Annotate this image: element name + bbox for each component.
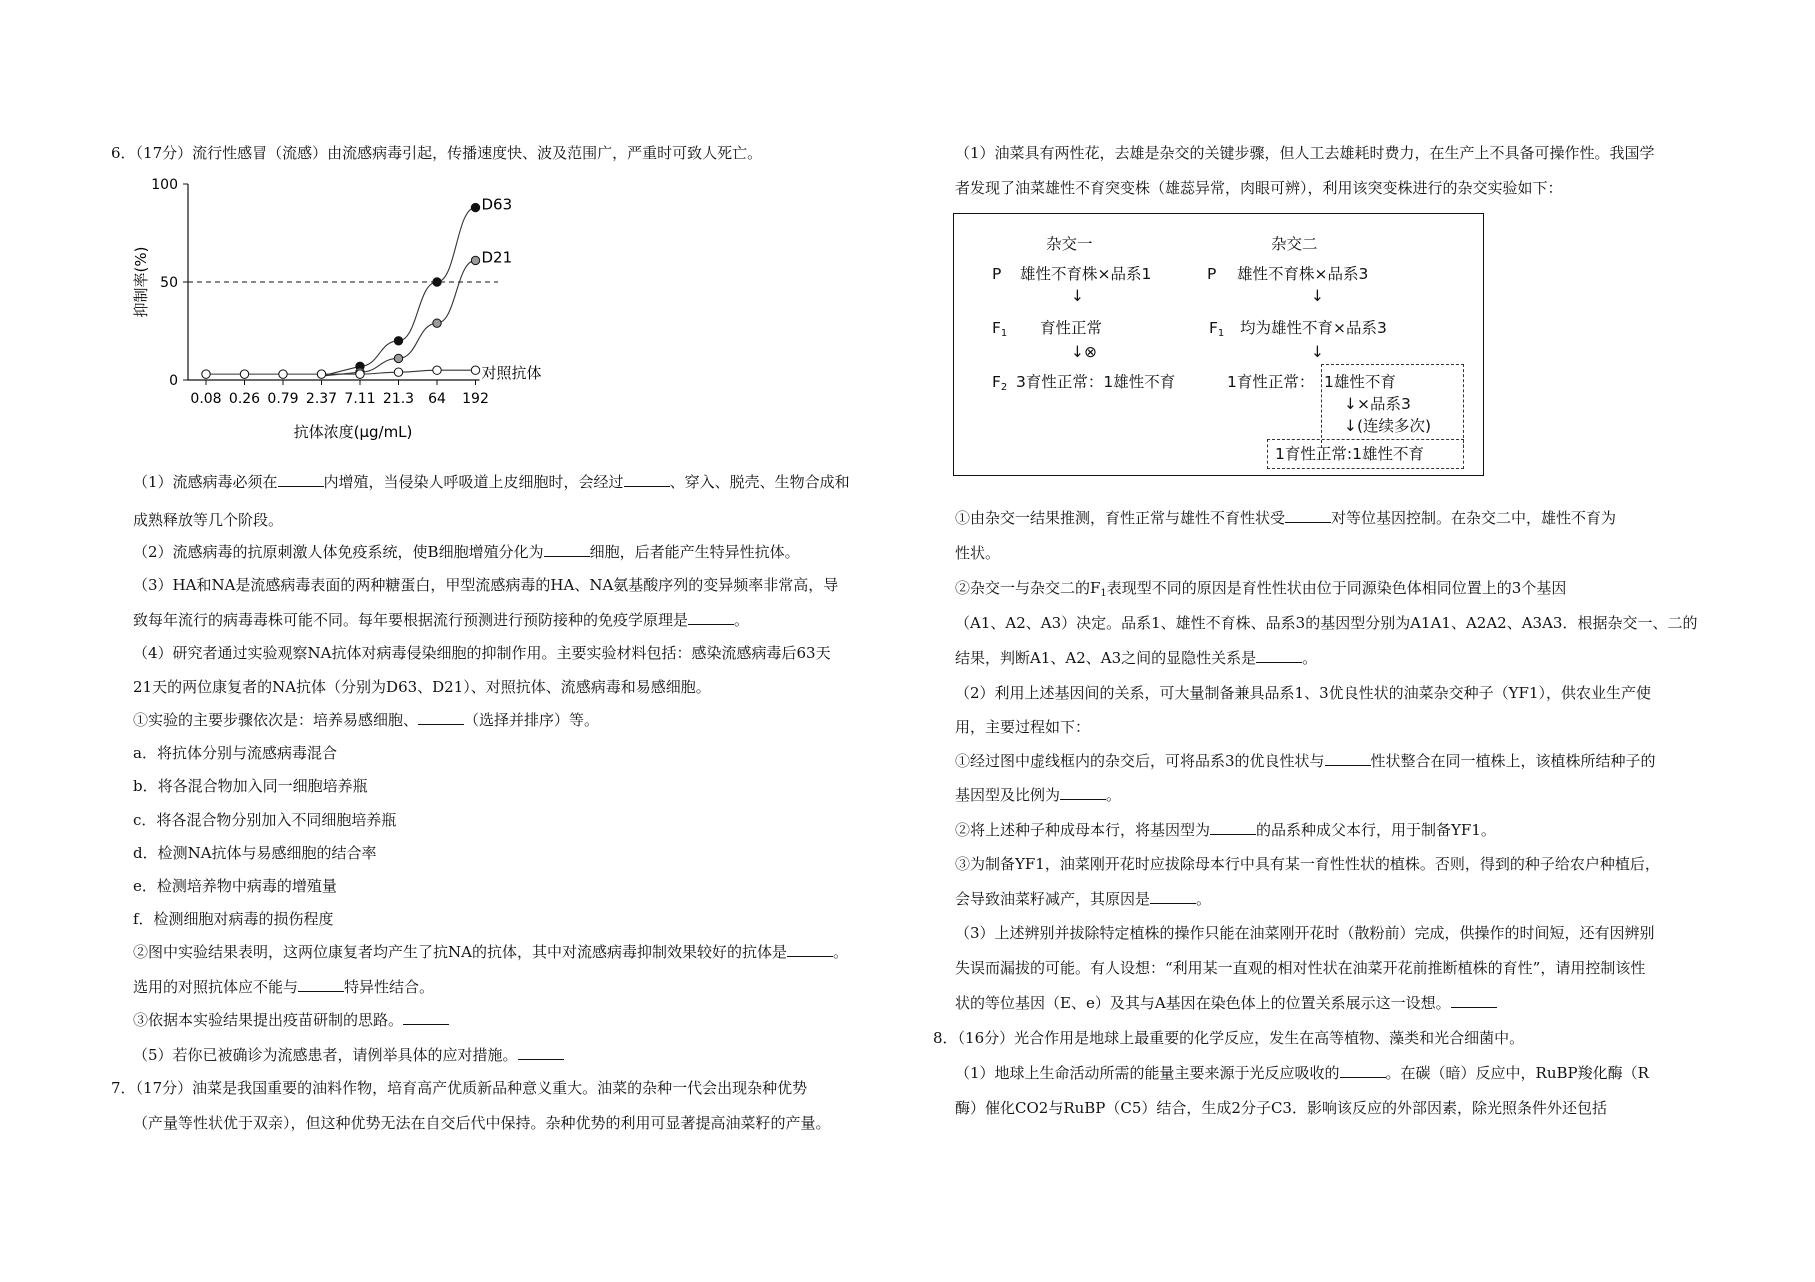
- p-label-1: P: [992, 265, 1002, 283]
- answer-blank[interactable]: [1256, 648, 1302, 663]
- data-point: [394, 337, 402, 345]
- cross2-title: 杂交二: [1271, 235, 1318, 253]
- r7-line2: 会导致油菜籽减产，其原因是 。: [955, 890, 1212, 908]
- q6-p2: （2）流感病毒的抗原刺激人体免疫系统，使B细胞增殖分化为 细胞，后者能产生特异性抗体。: [133, 543, 800, 561]
- answer-blank[interactable]: [403, 1010, 449, 1025]
- q6-p4-line1: （4）研究者通过实验观察NA抗体对病毒侵染细胞的抑制作用。主要实验材料包括：感染流感病毒后63天: [133, 644, 831, 662]
- cross2-sterile: 1雄性不育: [1324, 373, 1396, 391]
- answer-blank[interactable]: [1210, 820, 1256, 835]
- answer-blank[interactable]: [278, 472, 324, 487]
- r8-line3: 状的等位基因（E、e）及其与A基因在染色体上的位置关系展示这一设想。: [955, 993, 1497, 1013]
- q6-p1-line2: 成熟释放等几个阶段。: [133, 511, 284, 529]
- data-point: [471, 366, 479, 374]
- x-tick-label: 0.79: [267, 391, 299, 407]
- data-point: [433, 278, 441, 286]
- option-f: f．检测细胞对病毒的损伤程度: [133, 910, 334, 928]
- q6-p3-line2: 致每年流行的病毒毒株可能不同。每年要根据流行预测进行预防接种的免疫学原理是 。: [133, 611, 750, 629]
- r8-line2: 失误而漏拔的可能。有人设想：“利用某一直观的相对性状在油菜开花前推断植株的育性”，请用控制该性: [955, 959, 1646, 977]
- r3-line2: （A1、A2、A3）决定。品系1、雄性不育株、品系3的基因型分别为A1A1、A2A2、A3A3．根据杂交一、二的: [955, 614, 1698, 632]
- p-label-2: P: [1207, 265, 1217, 283]
- data-point: [279, 370, 287, 378]
- answer-blank[interactable]: [298, 977, 344, 992]
- arrow-down-icon: ↓: [1311, 343, 1324, 361]
- data-point: [394, 368, 402, 376]
- x-tick-label: 2.37: [305, 391, 338, 407]
- cross2-result: 1育性正常:1雄性不育: [1275, 445, 1424, 463]
- answer-blank[interactable]: [418, 710, 464, 725]
- r2-line2: 性状。: [955, 544, 1001, 562]
- chart-ylabel: 抑制率(%): [132, 246, 150, 318]
- data-point: [471, 203, 479, 211]
- answer-blank[interactable]: [1150, 889, 1196, 904]
- x-tick-label: 0.26: [228, 391, 261, 407]
- r1-line2: 者发现了油菜雄性不育突变株（雄蕊异常，肉眼可辨），利用该突变株进行的杂交实验如下：: [955, 179, 1563, 197]
- data-point: [240, 370, 248, 378]
- q6-step2-line2: 选用的对照抗体应不能与 特异性结合。: [133, 978, 435, 996]
- r2-line1: ①由杂交一结果推测，育性正常与雄性不育性状受 对等位基因控制。在杂交二中，雄性不育为: [955, 509, 1617, 527]
- series-label: 对照抗体: [481, 364, 542, 383]
- option-e: e．检测培养物中病毒的增殖量: [133, 877, 337, 895]
- q6-p4-line2: 21天的两位康复者的NA抗体（分别为D63、D21）、对照抗体、流感病毒和易感细胞。: [133, 678, 711, 696]
- option-b: b．将各混合物加入同一细胞培养瓶: [133, 777, 368, 795]
- r6: ②将上述种子种成母本行，将基因型为 的品系种成父本行，用于制备YF1。: [955, 821, 1496, 839]
- answer-blank[interactable]: [544, 542, 590, 557]
- q6-step3: ③依据本实验结果提出疫苗研制的思路。: [133, 1010, 449, 1030]
- answer-blank[interactable]: [1325, 751, 1371, 766]
- data-point: [471, 256, 479, 264]
- chart-xlabel: 抗体浓度(μg/mL): [293, 423, 413, 441]
- option-c: c．将各混合物分别加入不同细胞培养瓶: [133, 811, 397, 829]
- x-tick-label: 192: [462, 391, 489, 407]
- option-d: d．检测NA抗体与易感细胞的结合率: [133, 844, 377, 862]
- answer-blank[interactable]: [624, 472, 670, 487]
- option-a: a．将抗体分别与流感病毒混合: [133, 744, 337, 762]
- q8-stem: 8．（16分）光合作用是地球上最重要的化学反应，发生在高等植物、藻类和光合细菌中。: [933, 1029, 1525, 1047]
- q6-p1-line1: （1）流感病毒必须在 内增殖，当侵染人呼吸道上皮细胞时，会经过 、穿入、脱壳、生物合成和: [133, 473, 850, 491]
- q6-p3-line1: （3）HA和NA是流感病毒表面的两种糖蛋白，甲型流感病毒的HA、NA氨基酸序列的变异频率非常高，导: [133, 576, 839, 594]
- r8-line1: （3）上述辨别并拔除特定植株的操作只能在油菜刚开花时（散粉前）完成，供操作的时间短，还有因辨别: [955, 924, 1655, 942]
- cross2-ratio-label: 1育性正常：: [1227, 373, 1315, 391]
- q6-stem: 6．（17分）流行性感冒（流感）由流感病毒引起，传播速度快、波及范围广，严重时可致人死亡。: [111, 144, 763, 162]
- data-point: [394, 354, 402, 362]
- f1-label-1: $F_1$: [992, 319, 1008, 339]
- r5-line2: 基因型及比例为 。: [955, 786, 1122, 804]
- q7-stem-line1: 7．（17分）油菜是我国重要的油料作物，培育高产优质新品种意义重大。油菜的杂种一代会出现杂种优势: [111, 1079, 808, 1097]
- r3-line3: 结果，判断A1、A2、A3之间的显隐性关系是 。: [955, 649, 1318, 667]
- cross1-f2: 3育性正常：1雄性不育: [1016, 373, 1176, 391]
- cross2-parents: 雄性不育株×品系3: [1237, 265, 1369, 283]
- data-point: [202, 370, 210, 378]
- cross2-f1: 均为雄性不育×品系3: [1240, 319, 1387, 337]
- arrow-down-icon: ↓: [1071, 287, 1084, 305]
- x-tick-label: 7.11: [344, 391, 376, 407]
- x-tick-label: 64: [428, 391, 446, 407]
- q8-p1-line1: （1）地球上生命活动所需的能量主要来源于光反应吸收的 。在碳（暗）反应中，RuBP羧化酶（R: [955, 1064, 1649, 1082]
- answer-blank[interactable]: [1451, 993, 1497, 1008]
- answer-blank[interactable]: [1060, 785, 1106, 800]
- cross1-parents: 雄性不育株×品系1: [1020, 265, 1152, 283]
- data-point: [433, 319, 441, 327]
- r5-line1: ①经过图中虚线框内的杂交后，可将品系3的优良性状与 性状整合在同一植株上，该植株所结种子的: [955, 752, 1656, 770]
- answer-blank[interactable]: [787, 942, 833, 957]
- q6-step2-line1: ②图中实验结果表明，这两位康复者均产生了抗NA的抗体，其中对流感病毒抑制效果较好的抗体是 。: [133, 943, 848, 961]
- series-label: D21: [481, 248, 513, 267]
- arrow-down-icon: ↓: [1311, 287, 1324, 305]
- r3-line1: ②杂交一与杂交二的$F_1$表现型不同的原因是育性性状由位于同源染色体相同位置上的3个基因: [955, 579, 1567, 599]
- q6-step1: ①实验的主要步骤依次是：培养易感细胞、 （选择并排序）等。: [133, 711, 600, 729]
- cross1-f1: 育性正常: [1040, 319, 1103, 337]
- series-label: D63: [481, 195, 513, 214]
- f2-label: $F_2$: [992, 373, 1008, 393]
- x-tick-label: 0.08: [190, 391, 222, 407]
- answer-blank[interactable]: [1340, 1063, 1386, 1078]
- data-point: [433, 366, 441, 374]
- answer-blank[interactable]: [518, 1045, 564, 1060]
- cross-diagram: [953, 213, 1484, 476]
- cross2-repeat: ↓(连续多次): [1344, 417, 1432, 435]
- x-tick-label: 21.3: [382, 391, 415, 407]
- q6-p5: （5）若你已被确诊为流感患者，请例举具体的应对措施。: [133, 1045, 564, 1065]
- q8-p1-line2: 酶）催化CO2与RuBP（C5）结合，生成2分子C3．影响该反应的外部因素，除光照条件外还包括: [955, 1099, 1607, 1117]
- r4-line2: 用，主要过程如下：: [955, 718, 1091, 736]
- f1-label-2: $F_1$: [1209, 319, 1225, 339]
- q7-stem-line2: （产量等性状优于双亲），但这种优势无法在自交后代中保持。杂种优势的利用可显著提高油菜籽的产量。: [133, 1114, 831, 1132]
- y-tick-label: 100: [151, 177, 178, 193]
- r1-line1: （1）油菜具有两性花，去雄是杂交的关键步骤，但人工去雄耗时费力，在生产上不具备可操作性。我国学: [955, 144, 1655, 162]
- r7-line1: ③为制备YF1，油菜刚开花时应拔除母本行中具有某一育性性状的植株。否则，得到的种子给农户种植后，: [955, 855, 1660, 873]
- answer-blank[interactable]: [1285, 508, 1331, 523]
- answer-blank[interactable]: [688, 610, 734, 625]
- series-line-D63: [322, 208, 476, 377]
- data-point: [317, 370, 325, 378]
- r4-line1: （2）利用上述基因间的关系，可大量制备兼具品系1、3优良性状的油菜杂交种子（YF1），供农业生产使: [955, 684, 1651, 702]
- inhibition-chart: [128, 172, 588, 452]
- cross2-backcross: ↓×品系3: [1344, 395, 1411, 413]
- y-tick-label: 0: [169, 373, 178, 389]
- data-point: [356, 370, 364, 378]
- y-tick-label: 50: [160, 275, 178, 291]
- cross1-title: 杂交一: [1046, 235, 1093, 253]
- selfing-icon: ↓⊗: [1071, 343, 1097, 361]
